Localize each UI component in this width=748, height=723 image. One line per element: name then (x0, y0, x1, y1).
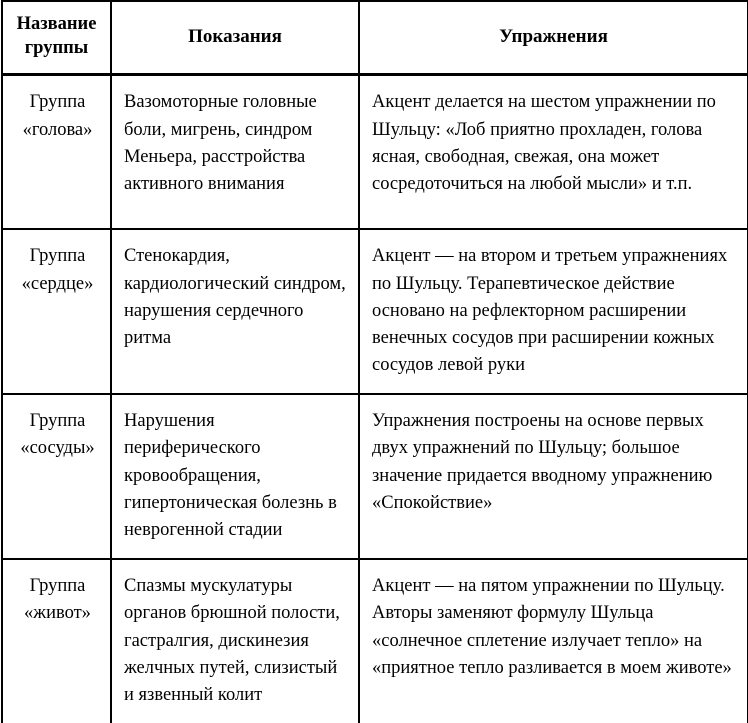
cell-indications (111, 229, 359, 394)
exercises-text: Акцент — на втором и третьем упражнениях по Шульцу. Терапевтическое действие основано на рефлекторном расширении венечных сосудов при расширении кожных сосудов левой руки (372, 246, 728, 376)
indications-text: Вазомоторные головные боли, мигрень, синдром Меньера, расстройства активного внимания (124, 92, 317, 194)
group-name-line-1: Группа (29, 411, 86, 432)
indications-text: Нарушения периферического кровообращения, гипертоническая болезнь в неврогенной стадии (124, 411, 337, 541)
table-row (2, 75, 748, 230)
group-name-line-1: Группа (29, 246, 86, 267)
table-body (2, 75, 748, 723)
column-header-group-name: Название группы (2, 1, 111, 75)
cell-exercises (359, 559, 748, 723)
cell-group-name (2, 394, 111, 559)
group-name-line-1: Группа (29, 92, 86, 113)
cell-exercises (359, 394, 748, 559)
cell-group-name (2, 559, 111, 723)
group-name-line-2: «голова» (22, 119, 93, 140)
group-name-line-1: Группа (29, 576, 86, 597)
cell-indications (111, 394, 359, 559)
group-name-line-2: «сосуды» (20, 438, 95, 459)
cell-exercises (359, 229, 748, 394)
group-name-line-2: «сердце» (21, 273, 94, 294)
table-header (2, 1, 748, 75)
cell-exercises (359, 75, 748, 230)
table-row (2, 559, 748, 723)
cell-group-name (2, 229, 111, 394)
group-indications-exercises-table (1, 0, 748, 723)
cell-indications (111, 559, 359, 723)
table-row (2, 394, 748, 559)
cell-group-name (2, 75, 111, 230)
exercises-text: Акцент делается на шестом упражнении по Шульцу: «Лоб приятно прохладен, голова ясная, свободная, свежая, она может сосредоточиться на любой мысли» и т.п. (372, 92, 716, 194)
indications-text: Стенокардия, кардиологический синдром, нарушения сердечного ритма (124, 246, 346, 348)
column-header-indications: Показания (111, 1, 359, 75)
indications-text: Спазмы мускулатуры органов брюшной полости, гастралгия, дискинезия желчных путей, слизистый и язвенный колит (124, 576, 340, 705)
exercises-text: Акцент — на пятом упражнении по Шульцу. Авторы заменяют формулу Шульца «солнечное сплетение излучает тепло» на «приятное тепло разливается в моем животе» (372, 576, 732, 678)
exercises-text: Упражнения построены на основе первых двух упражнений по Шульцу; большое значение придается вводному упражнению «Спокойствие» (372, 411, 713, 513)
cell-indications (111, 75, 359, 230)
group-name-line-2: «живот» (24, 603, 91, 624)
table-row (2, 229, 748, 394)
column-header-exercises: Упражнения (359, 1, 748, 75)
table-header-row (2, 1, 748, 75)
